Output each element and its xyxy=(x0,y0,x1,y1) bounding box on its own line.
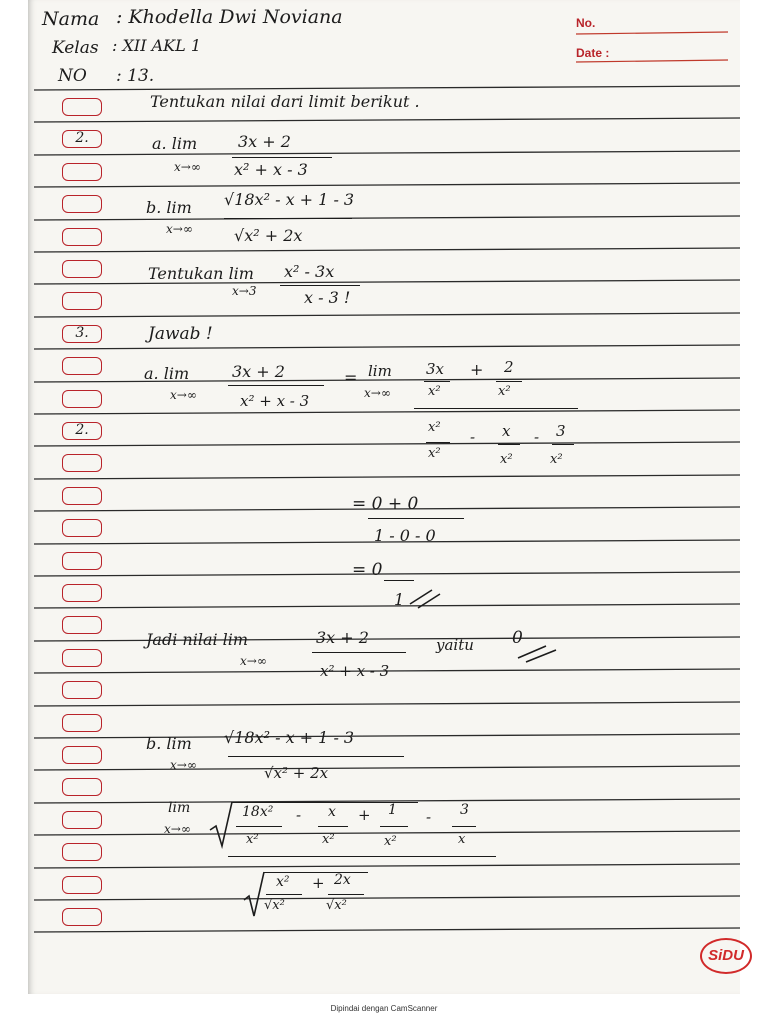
step-denominator-term-1: x² xyxy=(428,420,441,435)
answer-a-lim-sub: x→∞ xyxy=(364,386,391,400)
answer-b2-plus: + xyxy=(358,806,371,824)
question-a-denominator: x² + x - 3 xyxy=(234,160,308,179)
rule-line xyxy=(34,864,740,868)
answer-a-fraction-bar xyxy=(228,385,324,386)
rule-line xyxy=(34,86,740,90)
margin-box xyxy=(62,260,102,278)
step-numerator-term-2-den: x² xyxy=(498,384,511,399)
answer-b2-term-4-den: x xyxy=(458,832,466,847)
answer-b3-term-1-num: x² xyxy=(276,874,290,890)
step-main-fraction-bar xyxy=(414,408,578,409)
rule-line xyxy=(34,248,740,252)
notebook-date-label: Date : xyxy=(576,46,610,60)
rule-line xyxy=(34,928,740,932)
margin-box xyxy=(62,228,102,246)
margin-box xyxy=(62,649,102,667)
scan-footer: Dipindai dengan CamScanner xyxy=(330,1004,438,1013)
rule-line xyxy=(576,32,728,34)
margin-box xyxy=(62,908,102,926)
answer-b-sub: x→∞ xyxy=(170,758,197,772)
class-value: : XII AKL 1 xyxy=(112,36,201,55)
margin-box xyxy=(62,390,102,408)
answer-b2-term-3-bar xyxy=(380,826,408,827)
result-2-numerator: = 0 xyxy=(352,560,383,580)
margin-box xyxy=(62,811,102,829)
step-numerator-term-1-bar xyxy=(424,381,450,382)
step-denominator-term-1-bar xyxy=(426,442,450,443)
rule-line xyxy=(576,60,728,62)
margin-box: 2. xyxy=(62,130,102,148)
margin-box xyxy=(62,616,102,634)
answer-b2-term-3-num: 1 xyxy=(388,802,397,818)
margin-box xyxy=(62,357,102,375)
step-denominator-minus-1: - xyxy=(470,428,476,446)
margin-box: 2. xyxy=(62,422,102,440)
answer-heading: Jawab ! xyxy=(148,324,213,344)
rule-line xyxy=(34,313,740,317)
notebook-page xyxy=(28,0,744,994)
step-numerator-term-1-den: x² xyxy=(428,384,441,399)
margin-box xyxy=(62,746,102,764)
question-3-numerator: x² - 3x xyxy=(284,262,335,281)
rule-line xyxy=(34,442,740,446)
rule-line xyxy=(34,766,740,770)
conclusion-numerator: 3x + 2 xyxy=(316,628,369,647)
question-b-sub: x→∞ xyxy=(166,222,193,236)
answer-b-numerator: √18x² - x + 1 - 3 xyxy=(224,728,355,747)
rule-line xyxy=(34,183,740,187)
margin-box xyxy=(62,584,102,602)
step-numerator-term-1: 3x xyxy=(426,360,445,378)
answer-b3-root-sign xyxy=(242,870,266,920)
margin-box: 3. xyxy=(62,325,102,343)
result-2-double-underline-mark xyxy=(406,586,446,610)
answer-a-sub: x→∞ xyxy=(170,388,197,402)
answer-b2-term-1-den: x² xyxy=(246,832,259,847)
name-value: : Khodella Dwi Noviana xyxy=(116,6,343,28)
question-3-fraction-bar xyxy=(280,285,360,286)
conclusion-value: 0 xyxy=(512,628,523,648)
step-numerator-plus: + xyxy=(470,360,484,379)
conclusion-sub: x→∞ xyxy=(240,654,267,668)
answer-b2-term-2-num: x xyxy=(328,804,336,820)
rule-line xyxy=(34,896,740,900)
margin-box xyxy=(62,487,102,505)
answer-b2-sub: x→∞ xyxy=(164,822,191,836)
step-numerator-term-2-bar xyxy=(496,381,522,382)
rule-line xyxy=(34,151,740,155)
margin-box xyxy=(62,876,102,894)
conclusion-yaitu: yaitu xyxy=(436,636,474,654)
margin-box xyxy=(62,454,102,472)
answer-b3-root-bar xyxy=(264,872,368,873)
margin-box xyxy=(62,714,102,732)
question-b-denominator: √x² + 2x xyxy=(234,226,303,245)
rule-line xyxy=(34,280,740,284)
step-numerator-term-2: 2 xyxy=(504,358,514,376)
answer-b3-term-2-den: √x² xyxy=(326,898,347,913)
question-3-sub: x→3 xyxy=(232,284,257,298)
step-denominator-term-3-den: x² xyxy=(550,452,563,467)
answer-b3-plus: + xyxy=(312,874,325,892)
question-intro: Tentukan nilai dari limit berikut . xyxy=(150,92,420,111)
rule-line xyxy=(34,410,740,414)
result-2-fraction-bar xyxy=(384,580,414,581)
margin-box xyxy=(62,552,102,570)
answer-b2-term-3-den: x² xyxy=(384,834,397,849)
margin-box xyxy=(62,681,102,699)
conclusion-denominator: x² + x - 3 xyxy=(320,662,390,680)
margin-box xyxy=(62,778,102,796)
answer-b-denominator: √x² + 2x xyxy=(264,764,329,782)
class-label: Kelas xyxy=(52,38,99,58)
question-3-denominator: x - 3 ! xyxy=(304,288,351,307)
margin-box xyxy=(62,843,102,861)
margin-box xyxy=(62,292,102,310)
answer-b2-minus: - xyxy=(296,806,302,824)
answer-a-numerator: 3x + 2 xyxy=(232,362,285,381)
answer-b2-lim: lim xyxy=(168,800,191,816)
answer-b-fraction-bar xyxy=(228,756,404,757)
step-denominator-term-3-bar xyxy=(552,444,574,445)
answer-b2-minus-2: - xyxy=(426,808,432,826)
result-1-denominator: 1 - 0 - 0 xyxy=(374,526,436,545)
rule-line xyxy=(34,118,740,122)
answer-b2-term-2-den: x² xyxy=(322,832,335,847)
answer-b3-term-1-den: √x² xyxy=(264,898,285,913)
conclusion-fraction-bar xyxy=(312,652,406,653)
step-denominator-term-2-bar xyxy=(498,444,520,445)
step-denominator-minus-2: - xyxy=(534,428,540,446)
number-value: : 13. xyxy=(116,66,155,86)
answer-b2-root-sign xyxy=(208,800,234,850)
rule-line xyxy=(34,734,740,738)
answer-a-lim: lim xyxy=(368,362,392,380)
question-b-fraction-bar xyxy=(224,218,352,219)
result-1-numerator: = 0 + 0 xyxy=(352,494,419,514)
number-label: NO xyxy=(58,66,87,86)
margin-box xyxy=(62,519,102,537)
question-a-numerator: 3x + 2 xyxy=(238,132,291,151)
answer-b2-term-4-bar xyxy=(452,826,476,827)
answer-a-equals: = xyxy=(344,368,358,387)
result-1-fraction-bar xyxy=(368,518,464,519)
answer-b2-term-4-num: 3 xyxy=(460,802,469,818)
rule-line xyxy=(34,216,740,220)
answer-b3-term-1-bar xyxy=(266,894,302,895)
conclusion-prefix: Jadi nilai lim xyxy=(146,630,249,649)
answer-b2-term-1-num: 18x² xyxy=(242,804,274,820)
answer-b2-main-bar xyxy=(228,856,496,857)
step-denominator-term-1-den: x² xyxy=(428,446,441,461)
question-a-sub: x→∞ xyxy=(174,160,201,174)
rule-line xyxy=(34,572,740,576)
margin-box xyxy=(62,98,102,116)
sidu-logo: SiDU xyxy=(700,938,752,974)
answer-a-prefix: a. lim xyxy=(144,364,190,383)
answer-b3-term-2-bar xyxy=(328,894,364,895)
rule-line xyxy=(34,475,740,479)
answer-a-denominator: x² + x - 3 xyxy=(240,392,310,410)
result-2-denominator: 1 xyxy=(394,590,405,609)
margin-box xyxy=(62,163,102,181)
question-b-numerator: √18x² - x + 1 - 3 xyxy=(224,190,355,209)
conclusion-double-underline-mark xyxy=(516,642,560,666)
answer-b2-term-1-bar xyxy=(236,826,282,827)
rule-line xyxy=(34,702,740,706)
question-3-prefix: Tentukan lim xyxy=(148,264,254,283)
notebook-no-label: No. xyxy=(576,16,596,30)
rule-line xyxy=(34,604,740,608)
name-label: Nama xyxy=(42,8,100,30)
margin-box xyxy=(62,195,102,213)
step-denominator-term-3: 3 xyxy=(556,422,566,440)
rule-line xyxy=(34,345,740,349)
step-denominator-term-2-den: x² xyxy=(500,452,513,467)
answer-b2-term-2-bar xyxy=(318,826,348,827)
answer-b-prefix: b. lim xyxy=(146,734,192,753)
question-a-prefix: a. lim xyxy=(152,134,198,153)
step-denominator-term-2: x xyxy=(502,422,511,440)
rule-line xyxy=(34,637,740,641)
question-b-prefix: b. lim xyxy=(146,198,192,217)
answer-b3-term-2-num: 2x xyxy=(334,872,351,888)
question-a-fraction-bar xyxy=(232,157,332,158)
